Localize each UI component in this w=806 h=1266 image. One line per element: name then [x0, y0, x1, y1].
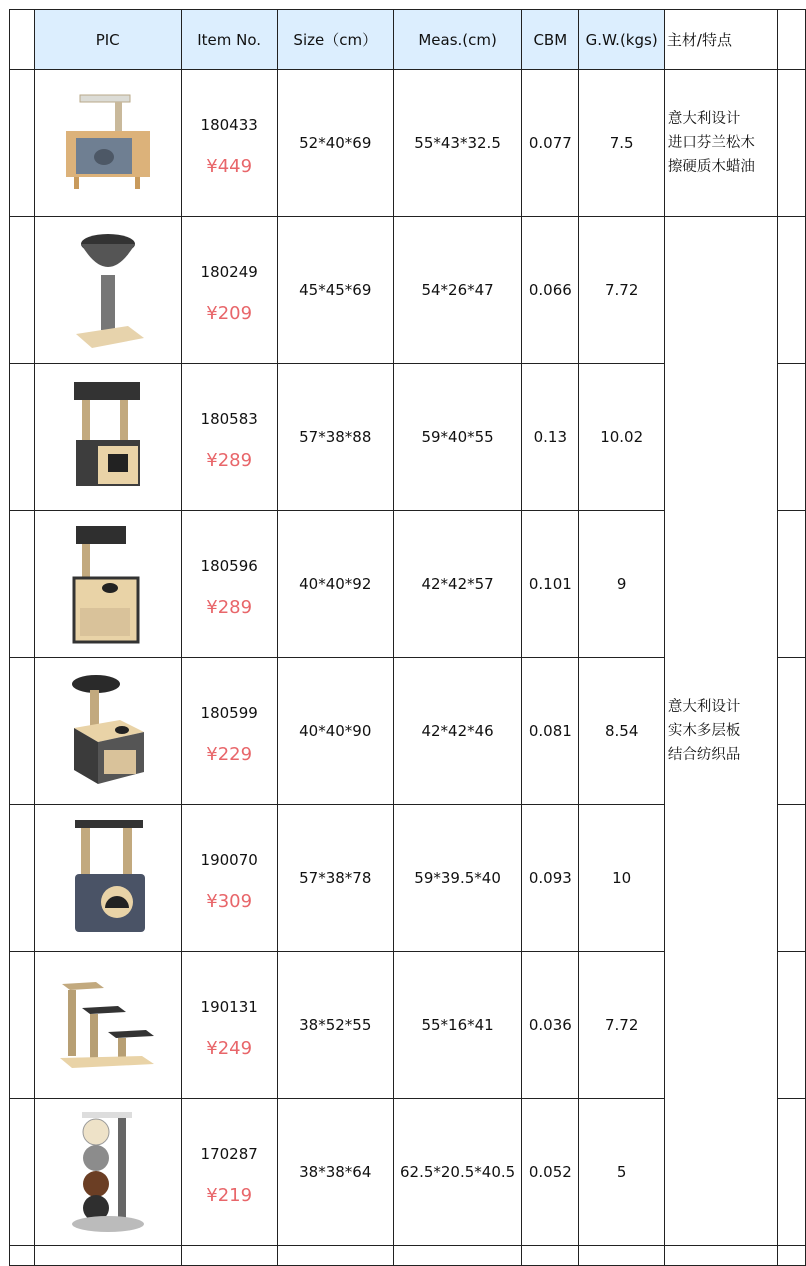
item-number: 170287 [200, 1144, 258, 1163]
price: ¥309 [206, 890, 253, 912]
header-size: Size（cm） [277, 10, 393, 70]
item-number: 190131 [200, 997, 258, 1016]
empty-cell [181, 1246, 277, 1266]
note-line: 意大利设计 [667, 699, 741, 715]
header-material: 主材/特点 [664, 10, 777, 70]
row-number-cell [10, 1099, 35, 1246]
item-number: 180596 [200, 556, 258, 575]
gw-cell: 7.5 [579, 70, 665, 217]
cat-tree-round-bed-icon [68, 674, 148, 789]
cat-tree-basket-icon [70, 522, 146, 647]
product-image-cell [34, 1099, 181, 1246]
cbm-cell: 0.077 [522, 70, 579, 217]
price: ¥219 [206, 1184, 253, 1206]
extra-cell [777, 511, 805, 658]
cat-tree-condo-icon [68, 380, 148, 495]
cbm-cell: 0.093 [522, 805, 579, 952]
item-number: 180583 [200, 409, 258, 428]
gw-cell: 5 [579, 1099, 665, 1246]
meas-cell: 55*43*32.5 [393, 70, 521, 217]
empty-cell [664, 1246, 777, 1266]
material-note [664, 217, 777, 1246]
cbm-cell: 0.036 [522, 952, 579, 1099]
product-table [9, 9, 806, 1266]
meas-cell: 59*40*55 [393, 364, 521, 511]
cat-tree-round-door-icon [67, 818, 149, 938]
item-number: 180249 [200, 262, 258, 281]
row-number-cell [10, 364, 35, 511]
cbm-cell: 0.13 [522, 364, 579, 511]
meas-cell: 42*42*46 [393, 658, 521, 805]
table-row [10, 1246, 806, 1266]
header-meas: Meas.(cm) [393, 10, 521, 70]
note-line: 擦硬质木蜡油 [667, 159, 755, 175]
header-extra [777, 10, 805, 70]
item-cell [181, 511, 277, 658]
wooden-cat-house-icon [60, 93, 156, 193]
item-cell [181, 1099, 277, 1246]
product-image-cell [34, 70, 181, 217]
item-number: 180433 [200, 115, 258, 134]
item-cell [181, 364, 277, 511]
cat-steps-icon [58, 978, 158, 1073]
gw-cell: 7.72 [579, 952, 665, 1099]
gw-cell: 8.54 [579, 658, 665, 805]
row-number-cell [10, 805, 35, 952]
header-gw: G.W.(kgs) [579, 10, 665, 70]
gw-cell: 10 [579, 805, 665, 952]
size-cell: 40*40*90 [277, 658, 393, 805]
cat-ball-tower-icon [68, 1110, 148, 1235]
price: ¥229 [206, 743, 253, 765]
row-number-cell [10, 70, 35, 217]
price: ¥209 [206, 302, 253, 324]
note-line: 意大利设计 [667, 111, 741, 127]
size-cell: 57*38*78 [277, 805, 393, 952]
item-number: 190070 [200, 850, 258, 869]
product-image-cell [34, 805, 181, 952]
extra-cell [777, 217, 805, 364]
gw-cell: 9 [579, 511, 665, 658]
extra-cell [777, 805, 805, 952]
size-cell: 57*38*88 [277, 364, 393, 511]
extra-cell [777, 1099, 805, 1246]
meas-cell: 42*42*57 [393, 511, 521, 658]
price: ¥289 [206, 449, 253, 471]
gw-cell: 7.72 [579, 217, 665, 364]
item-cell [181, 70, 277, 217]
product-image-cell [34, 217, 181, 364]
row-number-cell [10, 511, 35, 658]
row-number-header [10, 10, 35, 70]
product-image-cell [34, 511, 181, 658]
extra-cell [777, 364, 805, 511]
meas-cell: 55*16*41 [393, 952, 521, 1099]
price: ¥289 [206, 596, 253, 618]
empty-cell [522, 1246, 579, 1266]
note-line: 实木多层板 [667, 723, 741, 739]
material-note [664, 70, 777, 217]
empty-cell [579, 1246, 665, 1266]
size-cell: 45*45*69 [277, 217, 393, 364]
row-number-cell [10, 658, 35, 805]
table-row [10, 70, 806, 217]
note-line: 结合纺织品 [667, 747, 741, 763]
meas-cell: 62.5*20.5*40.5 [393, 1099, 521, 1246]
header-pic: PIC [34, 10, 181, 70]
item-cell [181, 217, 277, 364]
item-cell [181, 952, 277, 1099]
note-line: 进口芬兰松木 [667, 135, 755, 151]
empty-cell [777, 1246, 805, 1266]
cbm-cell: 0.081 [522, 658, 579, 805]
empty-cell [277, 1246, 393, 1266]
price: ¥249 [206, 1037, 253, 1059]
header-row [10, 10, 806, 70]
empty-cell [393, 1246, 521, 1266]
header-item-no: Item No. [181, 10, 277, 70]
row-number-cell [10, 217, 35, 364]
row-number-cell [10, 952, 35, 1099]
cbm-cell: 0.101 [522, 511, 579, 658]
extra-cell [777, 658, 805, 805]
size-cell: 40*40*92 [277, 511, 393, 658]
cbm-cell: 0.052 [522, 1099, 579, 1246]
extra-cell [777, 952, 805, 1099]
size-cell: 38*38*64 [277, 1099, 393, 1246]
cat-bowl-tree-icon [68, 230, 148, 350]
meas-cell: 54*26*47 [393, 217, 521, 364]
cbm-cell: 0.066 [522, 217, 579, 364]
product-image-cell [34, 952, 181, 1099]
item-cell [181, 658, 277, 805]
size-cell: 52*40*69 [277, 70, 393, 217]
item-number: 180599 [200, 703, 258, 722]
meas-cell: 59*39.5*40 [393, 805, 521, 952]
product-image-cell [34, 364, 181, 511]
item-cell [181, 805, 277, 952]
product-image-cell [34, 658, 181, 805]
table-row [10, 217, 806, 364]
gw-cell: 10.02 [579, 364, 665, 511]
size-cell: 38*52*55 [277, 952, 393, 1099]
header-cbm: CBM [522, 10, 579, 70]
price: ¥449 [206, 155, 253, 177]
row-number-cell [10, 1246, 35, 1266]
extra-cell [777, 70, 805, 217]
empty-cell [34, 1246, 181, 1266]
